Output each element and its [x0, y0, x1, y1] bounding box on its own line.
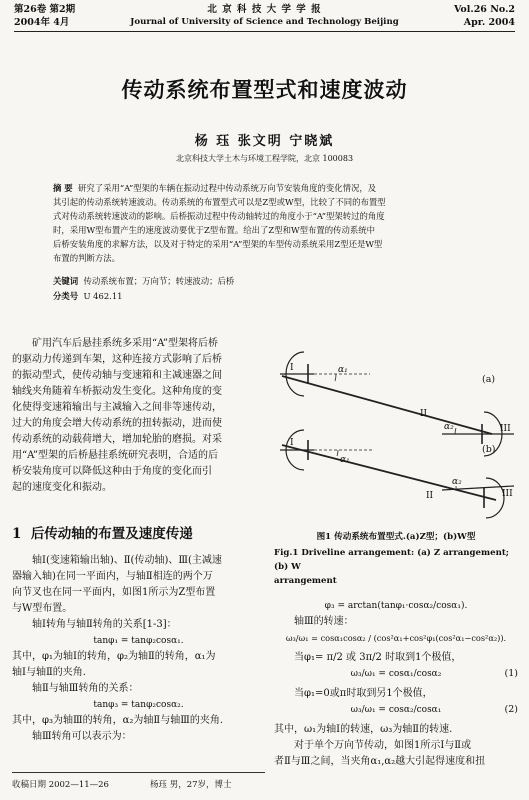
alpha1-label-b: α₁: [340, 455, 350, 465]
alpha1-label-a: α₁: [338, 365, 348, 375]
journal-name-en: Journal of University of Science and Technology Beijing: [130, 17, 399, 27]
text-line: 当φ₁= π/2 或 3π/2 时取到1个极值，: [294, 652, 462, 663]
keywords-label: 关键词: [53, 276, 79, 286]
shaft-1-label-a: I: [290, 363, 294, 373]
keywords-text: 传动系统布置；万向节；转速波动；后桥: [83, 276, 235, 286]
abstract-line: 后桥安装角度的求解方法，以及对于特定的采用“A”型架的车型传动系统采用Z型还是W型: [53, 239, 383, 249]
text-line: 化使得变速箱输出与主减输入之间非等速传动，: [12, 402, 222, 413]
alpha1-arc-b: [337, 450, 338, 456]
equation-6-number: (2): [504, 704, 518, 715]
section-number: 1: [12, 526, 22, 542]
header-rule: [14, 31, 515, 32]
journal-date-en: Apr. 2004: [463, 17, 515, 28]
equation-5-row: [274, 666, 518, 686]
equation-5: ω₃/ω₁ = cosα₁/cosα₂: [350, 669, 442, 679]
alpha1-arc-a: [335, 374, 336, 381]
keywords: [53, 275, 234, 287]
shaft-2-label-b: II: [426, 491, 434, 501]
text-line: 其中，ω₁为轴Ⅰ的转速，ω₃为轴Ⅱ的转速.: [274, 724, 453, 735]
text-line: 过大的角度会增大传动系统的扭转振动，进而使: [12, 418, 222, 429]
class-label: 分类号: [53, 291, 79, 301]
section-paragraph: [12, 553, 265, 745]
text-line: 的振动型式，使传动轴与变速箱和主减速器之间: [12, 370, 222, 381]
journal-date-cn: 2004年 4月: [14, 17, 70, 28]
shaft-2-a: [282, 376, 492, 434]
abstract-label: 摘 要: [53, 183, 73, 193]
text-line: 向节叉也在同一平面内，如图1所示为Z型布置: [12, 587, 216, 598]
abstract-line: 其引起的传动系统转速波动。传动系统的布置型式可以是Z型或W型，比较了不同的布置型: [53, 197, 386, 207]
paper-affiliation: 北京科技大学土木与环境工程学院，北京 100083: [175, 154, 354, 163]
journal-volume-cn: 第26卷 第2期: [14, 4, 76, 15]
classification: [53, 290, 122, 302]
abstract-line: 布置的判断方法。: [53, 253, 120, 263]
shaft-3-label-b: III: [502, 489, 513, 499]
alpha2-label-a: α₂: [444, 422, 454, 432]
figure-label-b: (b): [482, 444, 496, 455]
footnote-rule: [12, 772, 265, 773]
text-line: 其中，φ₁为轴Ⅰ的转角，φ₂为轴Ⅱ的转角，α₁为: [12, 651, 216, 662]
shaft-1-label-b: I: [290, 438, 294, 448]
footnote-date: 收稿日期 2002—11—26: [12, 780, 109, 790]
text-line: 传动系统的动载荷增大，增加轮胎的磨损。对采: [12, 434, 222, 445]
intro-paragraph: [12, 336, 265, 496]
caption-cn: 图1 传动系统布置型式.(a)Z型；(b)W型: [316, 532, 476, 542]
text-line: 当φ₁=0或π时取到另1个极值，: [294, 688, 433, 699]
text-line: 轴Ⅲ转角可以表示为：: [32, 731, 132, 742]
journal-name-cn: 北 京 科 技 大 学 学 报: [207, 4, 322, 15]
figure-label-a: (a): [482, 374, 496, 385]
text-line: 轴Ⅰ与轴Ⅱ的夹角.: [12, 667, 86, 678]
equation-2: tanφ₃ = tanφ₂cosα₂.: [93, 700, 184, 710]
driveline-figure: [274, 330, 522, 520]
right-column-text: [274, 598, 518, 770]
text-line: 对于单个万向节传动，如图1所示Ⅰ与Ⅱ或: [294, 740, 472, 751]
footnote-author: 杨珏 男，27岁，博士: [150, 780, 232, 790]
abstract-line: 时，采用W型布置产生的速度波动要优于Z型布置。给出了Z型和W型布置的传动系统中: [53, 225, 375, 235]
caption-en-cont: arrangement: [274, 576, 337, 586]
text-line: 器输入轴)在同一平面内，与轴Ⅱ相连的两个万: [12, 571, 213, 582]
shaft-2-b: [282, 445, 496, 500]
equation-5-number: (1): [504, 668, 518, 679]
text-line: 与W型布置。: [12, 603, 73, 614]
shaft-2-label-a: II: [420, 409, 428, 419]
text-line: 矿用汽车后悬挂系统多采用“A”型架将后桥: [32, 338, 218, 349]
paper-title: 传动系统布置型式和速度波动: [121, 77, 408, 102]
journal-volume-en: Vol.26 No.2: [453, 4, 515, 15]
figure-caption: [274, 530, 518, 588]
abstract: [53, 181, 480, 265]
text-line: 起的速度变化和振动。: [12, 482, 112, 493]
text-line: 用“A”型架的后桥悬挂系统研究表明，合适的后: [12, 450, 218, 461]
equation-6-row: [274, 702, 518, 722]
section-title: 后传动轴的布置及速度传递: [30, 526, 193, 542]
text-line: 其中，φ₃为轴Ⅲ的转角，α₂为轴Ⅱ与轴Ⅲ的夹角.: [12, 715, 224, 726]
equation-4: ω₃/ω₁ = cosα₁cosα₂ / (cos²α₁+cos²φ₁(cos²α₁−cos²α₂)).: [285, 633, 507, 643]
equation-3: φ₃ = arctan(tanφ₁·cosα₂/cosα₁).: [324, 601, 468, 611]
text-line: 桥安装角度可以降低这种由于角度的变化而引: [12, 466, 212, 477]
paper-authors: 杨 珏 张文明 宁晓斌: [194, 134, 335, 149]
text-line: 者Ⅱ与Ⅲ之间，当夹角α₁,α₂越大引起得速度和扭: [274, 756, 486, 767]
class-value: U 462.11: [83, 291, 123, 301]
shaft-3-label-a: III: [500, 424, 511, 434]
abstract-line: 式对传动系统转速波动的影响。后桥振动过程中传动轴转过的角度小于“A”型架转过的角度: [53, 211, 385, 221]
text-line: 轴Ⅲ的转速：: [294, 616, 354, 627]
text-line: 轴线夹角随着车桥振动发生变化。这种角度的变: [12, 386, 222, 397]
alpha2-label-b: α₂: [452, 477, 462, 487]
text-line: 轴Ⅰ(变速箱输出轴)、Ⅱ(传动轴)、Ⅲ(主减速: [32, 555, 222, 566]
equation-1: tanφ₁ = tanφ₂cosα₁.: [93, 636, 184, 646]
section-heading: [12, 522, 193, 542]
alpha2-arc-a: [455, 428, 456, 434]
text-line: 轴Ⅰ转角与轴Ⅱ转角的关系[1-3]：: [32, 619, 177, 630]
caption-en: Fig.1 Driveline arrangement: (a) Z arrangement; (b) W: [274, 548, 509, 572]
equation-6: ω₃/ω₁ = cosα₂/cosα₁: [350, 705, 442, 715]
text-line: 的驱动力传递到车架，这种连接方式影响了后桥: [12, 354, 222, 365]
text-line: 轴Ⅱ与轴Ⅲ转角的关系：: [32, 683, 139, 694]
abstract-line: 研究了采用“A”型架的车辆在振动过程中传动系统万向节安装角度的变化情况，及: [78, 183, 377, 193]
